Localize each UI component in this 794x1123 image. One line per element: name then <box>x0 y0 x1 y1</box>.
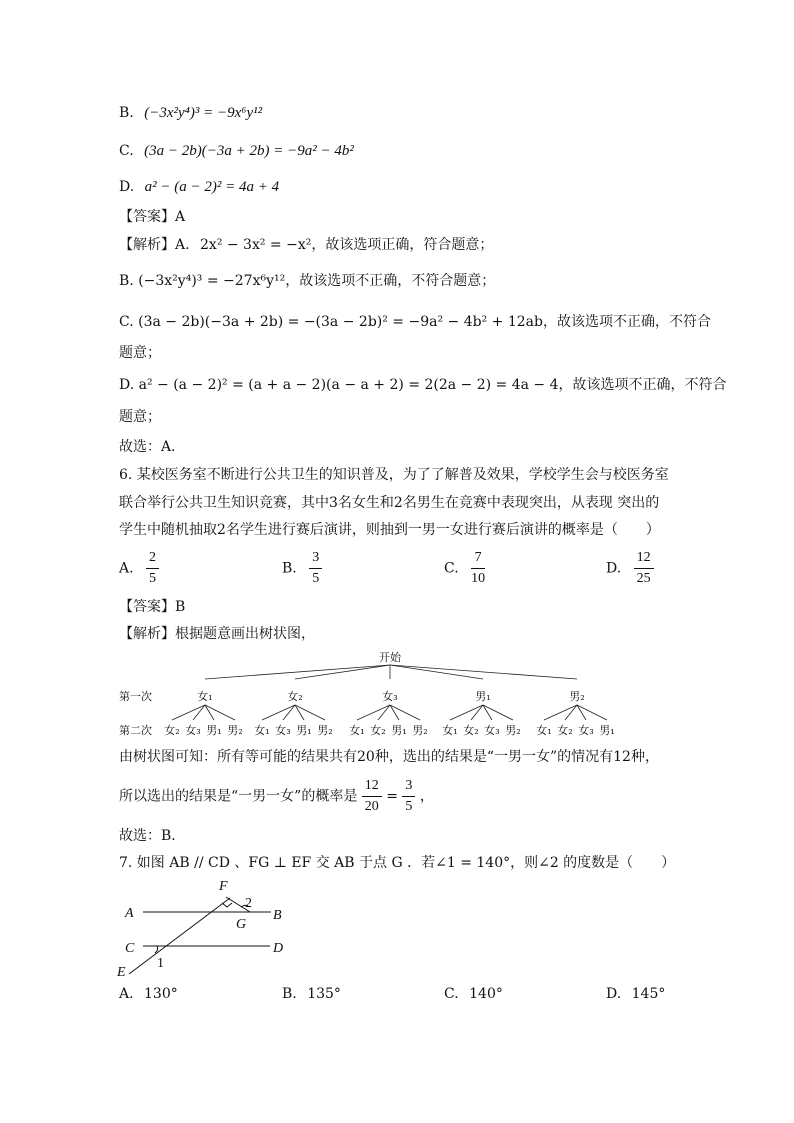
fraction-denominator: 10 <box>471 571 486 586</box>
q5-choose: 故选：A． <box>119 439 186 455</box>
option-value: 130° <box>144 986 178 1002</box>
option-fraction <box>309 550 322 587</box>
q6-option-d <box>606 550 654 587</box>
tree-root-label: 开始 <box>379 651 401 664</box>
option-expression: a² − (a − 2)² = 4a + 4 <box>144 179 280 195</box>
q6-option-b <box>282 550 322 587</box>
tree-branch <box>544 705 577 720</box>
q6-probability-line <box>119 778 434 815</box>
q6-conclusion: 由树状图可知：所有等可能的结果共有20种，选出的结果是“一男一女”的情况有12种， <box>119 749 659 765</box>
angle-1-arc <box>155 946 158 953</box>
label-angle-1: 1 <box>157 956 164 971</box>
q7-option-b <box>282 986 341 1002</box>
tree-second-node: 女₃ <box>185 724 201 737</box>
option-letter: C. <box>444 560 459 577</box>
tree-second-node: 女₁ <box>349 724 365 737</box>
option-letter: D. <box>606 560 622 577</box>
tree-second-node: 男₁ <box>206 724 222 737</box>
tree-second-node: 男₂ <box>412 724 428 737</box>
option-value: 135° <box>307 986 341 1002</box>
tree-second-node: 男₂ <box>317 724 333 737</box>
fraction-denominator: 20 <box>364 799 379 814</box>
row-label-second: 第二次 <box>119 724 152 737</box>
line-ef <box>129 898 230 974</box>
label-b: B <box>273 908 282 923</box>
probability-fraction-2 <box>402 778 415 815</box>
option-value: 140° <box>469 986 503 1002</box>
label-c: C <box>125 941 135 956</box>
fraction-denominator: 25 <box>636 571 651 586</box>
q6-stem-line2: 联合举行公共卫生知识竞赛，其中3名女生和2名男生在竞赛中表现突出，从表现 突出的 <box>119 495 660 511</box>
tree-second-node: 女₁ <box>442 724 458 737</box>
option-letter: C. <box>119 143 134 159</box>
label-d: D <box>273 941 284 956</box>
tree-second-node: 女₃ <box>484 724 500 737</box>
tree-second-node: 女₁ <box>254 724 270 737</box>
label-g: G <box>236 917 247 932</box>
option-letter: A. <box>119 986 134 1002</box>
tree-branch <box>193 705 205 720</box>
option-expression: (3a − 2b)(−3a + 2b) = −9a² − 4b² <box>144 143 354 159</box>
tree-second-node: 男₂ <box>505 724 521 737</box>
tree-nodes <box>164 689 614 737</box>
fraction-denominator: 5 <box>405 799 413 814</box>
q6-option-c <box>444 550 485 587</box>
option-fraction <box>146 550 159 587</box>
q7-stem: 7. 如图 AB // CD 、FG ⊥ EF 交 AB 于点 G ．若∠1 = 140°，则∠2 的度数是（ ） <box>119 855 676 871</box>
tree-first-node: 女₃ <box>382 690 398 703</box>
tree-second-node: 女₁ <box>536 724 552 737</box>
option-expression: (−3x²y⁴)³ = −9x⁶y¹² <box>144 105 263 121</box>
tree-branch <box>283 705 295 720</box>
q5-option-b <box>119 104 262 122</box>
tree-first-node: 男₂ <box>569 690 585 703</box>
q6-analysis: 【解析】根据题意画出树状图， <box>119 626 315 642</box>
equals-sign: = <box>386 788 398 805</box>
q5-analysis-c-line2: 题意； <box>119 345 161 361</box>
tree-second-node: 男₁ <box>391 724 407 737</box>
q5-analysis-b: B. (−3x²y⁴)³ = −27x⁶y¹²，故该选项不正确，不符合题意； <box>119 273 496 289</box>
tree-second-node: 女₂ <box>463 724 479 737</box>
option-letter: B. <box>119 105 134 121</box>
option-fraction <box>471 550 485 587</box>
q6-answer: 【答案】B <box>119 599 186 615</box>
right-angle-mark <box>222 903 232 907</box>
probability-fraction-1 <box>362 778 382 815</box>
q7-option-d <box>606 986 665 1002</box>
analysis-prefix: 【解析】A. <box>119 237 190 253</box>
q7-option-a <box>119 986 178 1002</box>
fraction-numerator: 7 <box>471 550 485 569</box>
label-a: A <box>125 906 134 921</box>
q6-stem-line1: 6. 某校医务室不断进行公共卫生的知识普及，为了了解普及效果，学校学生会与校医务室 <box>119 467 669 483</box>
fraction-denominator: 5 <box>149 571 157 586</box>
tree-branch <box>450 705 483 720</box>
q5-analysis-c-line1: C. (3a − 2b)(−3a + 2b) = −(3a − 2b)² = −9a² − 4b² + 12ab，故该选项不正确，不符合 <box>119 314 711 330</box>
q6-stem-line3: 学生中随机抽取2名学生进行赛后演讲，则抽到一男一女进行赛后演讲的概率是（ ） <box>119 522 660 538</box>
analysis-a-text: 2x² − 3x² = −x²，故该选项正确，符合题意； <box>200 237 494 253</box>
tree-branch <box>262 705 295 720</box>
q5-analysis-a <box>119 236 493 254</box>
tree-branch <box>357 705 390 720</box>
q5-option-c <box>119 142 354 160</box>
probability-prefix: 所以选出的结果是“一男一女”的概率是 <box>119 788 358 805</box>
tree-second-node: 女₂ <box>164 724 180 737</box>
q6-choose: 故选：B． <box>119 828 186 844</box>
option-letter: A. <box>119 560 134 577</box>
tree-first-node: 女₂ <box>287 690 303 703</box>
option-letter: D. <box>119 179 135 195</box>
q5-analysis-d-line2: 题意； <box>119 409 161 425</box>
tree-second-node: 男₂ <box>227 724 243 737</box>
q5-analysis-d-line1: D. a² − (a − 2)² = (a + a − 2)(a − a + 2) = 2(2a − 2) = 4a − 4，故该选项不正确，不符合 <box>119 377 727 393</box>
q7-option-c <box>444 986 503 1002</box>
tree-root-branches <box>205 665 577 679</box>
row-label-first: 第一次 <box>119 690 152 703</box>
tree-second-node: 女₃ <box>275 724 291 737</box>
label-f: F <box>219 879 228 894</box>
option-value: 145° <box>631 986 666 1002</box>
fraction-numerator: 3 <box>309 550 322 569</box>
label-e: E <box>117 965 126 980</box>
tree-first-node: 女₁ <box>197 690 213 703</box>
tree-branch <box>471 705 483 720</box>
tree-first-node: 男₁ <box>475 690 491 703</box>
geometry-figure <box>115 876 315 982</box>
tree-second-node: 女₂ <box>370 724 386 737</box>
fraction-denominator: 5 <box>312 571 320 586</box>
tree-branch <box>565 705 577 720</box>
fraction-numerator: 2 <box>146 550 159 569</box>
q6-option-a <box>119 550 159 587</box>
tree-diagram <box>115 648 675 740</box>
label-angle-2: 2 <box>245 896 252 911</box>
q5-answer: 【答案】A <box>119 209 186 225</box>
fraction-numerator: 12 <box>362 778 382 797</box>
tree-branch <box>378 705 390 720</box>
option-letter: C. <box>444 986 459 1002</box>
fraction-numerator: 12 <box>634 550 654 569</box>
tree-second-node: 男₁ <box>296 724 312 737</box>
tree-branch <box>172 705 205 720</box>
tree-second-node: 女₃ <box>578 724 594 737</box>
fraction-numerator: 3 <box>402 778 415 797</box>
option-letter: B. <box>282 986 297 1002</box>
option-letter: B. <box>282 560 297 577</box>
tree-second-node: 男₁ <box>599 724 615 737</box>
option-fraction <box>634 550 654 587</box>
option-letter: D. <box>606 986 622 1002</box>
probability-suffix: ， <box>419 788 434 805</box>
q5-option-d <box>119 178 279 196</box>
tree-second-node: 女₂ <box>557 724 573 737</box>
